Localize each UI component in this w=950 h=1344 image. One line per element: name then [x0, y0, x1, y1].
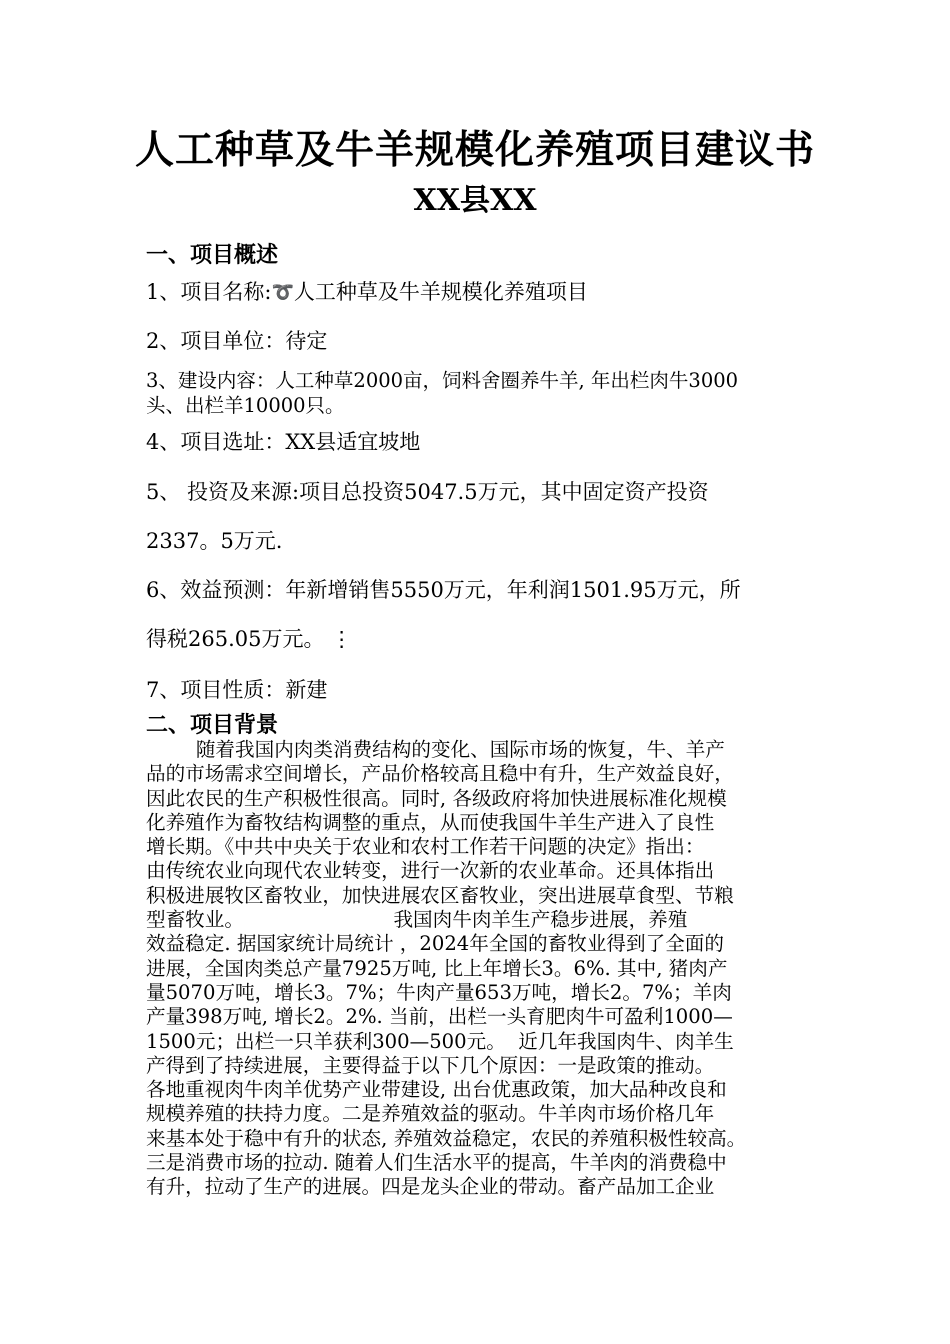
item-investment-line1: 5、 投资及来源:项目总投资5047.5万元，其中固定资产投资	[146, 480, 709, 504]
paragraph-line: 进展，全国肉类总产量7925万吨, 比上年增长3。6%. 其中, 猪肉产	[146, 956, 728, 980]
item-project-nature: 7、项目性质：新建	[146, 678, 328, 702]
item-construction-content	[146, 368, 810, 418]
item-construction-content-line2: 头、出栏羊10000只。	[146, 394, 345, 417]
paragraph-line: 型畜牧业。 我国肉牛肉羊生产稳步进展，养殖	[146, 908, 688, 932]
item-benefit-line1: 6、效益预测：年新增销售5550万元，年利润1501.95万元，所	[146, 578, 741, 602]
item-project-site: 4、项目选址：XX县适宜坡地	[146, 430, 421, 454]
paragraph-line: 积极进展牧区畜牧业，加快进展农区畜牧业，突出进展草食型、节粮	[146, 883, 734, 907]
background-paragraph	[146, 738, 818, 1200]
item-project-unit: 2、项目单位：待定	[146, 329, 328, 353]
paragraph-line: 有升，拉动了生产的进展。四是龙头企业的带动。畜产品加工企业	[146, 1175, 715, 1199]
paragraph-line: 化养殖作为畜牧结构调整的重点，从而使我国牛羊生产进入了良性	[146, 810, 715, 834]
item-investment-line2: 2337。5万元.	[146, 529, 283, 553]
paragraph-line: 随着我国内肉类消费结构的变化、国际市场的恢复，牛、羊产	[146, 738, 725, 761]
section-heading-overview: 一、项目概述	[146, 242, 279, 268]
paragraph-line: 1500元；出栏一只羊获利300—500元。 近几年我国肉牛、肉羊生	[146, 1029, 734, 1053]
paragraph-line: 量5070万吨，增长3。7%；牛肉产量653万吨，增长2。7%；羊肉	[146, 980, 732, 1004]
paragraph-line: 因此农民的生产积极性很高。同时, 各级政府将加快进展标准化规模	[146, 786, 727, 810]
section-heading-background: 二、项目背景	[146, 712, 279, 738]
item-benefit-line2: 得税265.05万元。 ⋮	[146, 627, 353, 651]
item-construction-content-line1: 3、建设内容：人工种草2000亩，饲料舍圈养牛羊, 年出栏肉牛3000	[146, 369, 739, 392]
item-project-name	[146, 277, 810, 308]
ornament-icon: ➰	[271, 282, 294, 303]
paragraph-line: 规模养殖的扶持力度。二是养殖效益的驱动。牛羊肉市场价格几年	[146, 1102, 715, 1126]
paragraph-line: 品的市场需求空间增长，产品价格较高且稳中有升，生产效益良好，	[146, 762, 734, 786]
document-subtitle: XX县XX	[413, 183, 537, 218]
paragraph-line: 由传统农业向现代农业转变，进行一次新的农业革命。还具体指出	[146, 859, 715, 883]
paragraph-line: 产量398万吨, 增长2。2%. 当前，出栏一头育肥肉牛可盈利1000—	[146, 1005, 733, 1029]
document-title: 人工种草及牛羊规模化养殖项目建议书	[134, 127, 815, 173]
item-project-name-label: 1、项目名称:	[146, 280, 272, 304]
paragraph-line: 来基本处于稳中有升的状态, 养殖效益稳定，农民的养殖积极性较高。	[146, 1126, 747, 1150]
item-project-name-value: 人工种草及牛羊规模化养殖项目	[293, 280, 588, 304]
paragraph-line: 三是消费市场的拉动. 随着人们生活水平的提高，牛羊肉的消费稳中	[146, 1151, 727, 1175]
paragraph-line: 各地重视肉牛肉羊优势产业带建设, 出台优惠政策，加大品种改良和	[146, 1078, 727, 1102]
paragraph-line: 效益稳定. 据国家统计局统计 ，2024年全国的畜牧业得到了全面的	[146, 932, 724, 956]
paragraph-line: 增长期。《中共中央关于农业和农村工作若干问题的决定》指出：	[146, 835, 705, 859]
paragraph-line: 产得到了持续进展，主要得益于以下几个原因：一是政策的推动。	[146, 1053, 715, 1077]
